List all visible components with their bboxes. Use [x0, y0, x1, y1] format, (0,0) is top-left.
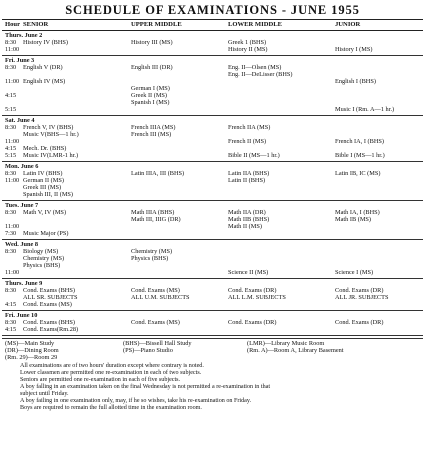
senior-cell: Music IV(LMR-1 hr.)	[23, 152, 79, 159]
schedule-row	[2, 131, 423, 138]
upper-middle-cell: Latin IIIA, III (BHS)	[131, 170, 185, 177]
legend-entry: (BHS)—Bissell Hall Study	[123, 340, 192, 347]
time-cell: 11:00	[5, 138, 20, 145]
upper-middle-cell: Chemistry (MS)	[131, 248, 173, 255]
junior-cell: Math IA, I (BHS)	[335, 209, 380, 216]
lower-middle-cell: Math II (MS)	[228, 223, 262, 230]
senior-cell: Cond. Exams (MS)	[23, 301, 72, 308]
schedule-row	[2, 262, 423, 269]
lower-middle-cell: Science II (MS)	[228, 269, 269, 276]
schedule-row	[2, 64, 423, 71]
note-line: Lower classmen are permitted one re-examination in each of two subjects.	[20, 370, 202, 376]
time-cell: 4:15	[5, 301, 17, 308]
senior-cell: Chemistry (MS)	[23, 255, 65, 262]
day-heading: Mon. June 6	[5, 163, 39, 170]
lower-middle-cell: Bible II (MS—1 hr.)	[228, 152, 280, 159]
header-hour: Hour	[5, 21, 21, 28]
time-cell: 8:30	[5, 64, 17, 71]
day-heading: Wed. June 8	[5, 241, 39, 248]
note-line: Boys are required to remain the full allotted time in the examination room.	[20, 405, 202, 411]
junior-cell: Cond. Exams (DR)	[335, 319, 384, 326]
senior-cell: Cond. Exams (BHS)	[23, 319, 75, 326]
schedule-row	[2, 71, 423, 78]
schedule-row	[2, 138, 423, 145]
lower-middle-cell: Cond. Exams (DR)	[228, 287, 277, 294]
lower-middle-cell: French II (MS)	[228, 138, 267, 145]
senior-cell: Physics (BHS)	[23, 262, 61, 269]
senior-cell: English IV (MS)	[23, 78, 66, 85]
upper-middle-cell: History III (MS)	[131, 39, 173, 46]
junior-cell: Bible I (MS—1 hr.)	[335, 152, 385, 159]
legend-entry: (PS)—Piano Studio	[123, 347, 173, 354]
schedule-row	[2, 145, 423, 152]
lower-middle-cell: Math IIB (BHS)	[228, 216, 270, 223]
junior-cell: Latin IB, IC (MS)	[335, 170, 381, 177]
senior-cell: Music V(BHS—1 hr.)	[23, 131, 79, 138]
senior-cell: History IV (BHS)	[23, 39, 69, 46]
upper-middle-cell: Spanish I (MS)	[131, 99, 170, 106]
time-cell: 11:00	[5, 269, 20, 276]
room-legend	[2, 338, 423, 361]
header-lower-middle: LOWER MIDDLE	[228, 21, 283, 28]
senior-cell: Latin IV (BHS)	[23, 170, 63, 177]
junior-cell: Math IB (MS)	[335, 216, 372, 223]
legend-entry: (LMR)—Library Music Room	[247, 340, 325, 347]
note-line: All examinations are of two hours' duration except where contrary is noted.	[20, 363, 204, 369]
junior-cell: History I (MS)	[335, 46, 373, 53]
senior-cell: Cond. Exams(Rm.28)	[23, 326, 79, 333]
time-cell: 4:15	[5, 145, 17, 152]
upper-middle-cell: Math IIIA (BHS)	[131, 209, 175, 216]
legend-row	[2, 347, 423, 354]
header-junior: JUNIOR	[335, 21, 361, 28]
schedule-row	[2, 99, 423, 106]
lower-middle-cell: French IIA (MS)	[228, 124, 271, 131]
upper-middle-cell: French IIIA (MS)	[131, 124, 176, 131]
time-cell: 7:30	[5, 230, 17, 237]
page-title: SCHEDULE OF EXAMINATIONS - JUNE 1955	[65, 3, 360, 17]
time-cell: 11:00	[5, 177, 20, 184]
senior-cell: Math V, IV (MS)	[23, 209, 67, 216]
time-cell: 4:15	[5, 326, 17, 333]
upper-middle-cell: ALL U.M. SUBJECTS	[131, 294, 190, 301]
legend-entry: (Rm. A)—Room A, Library Basement	[247, 347, 344, 354]
header-senior: SENIOR	[23, 21, 49, 28]
note-line: A boy falling in an examination taken on the final Wednesday is not permitted a re-examination in that	[20, 384, 271, 390]
lower-middle-cell: Latin IIA (BHS)	[228, 170, 270, 177]
time-cell: 8:30	[5, 39, 17, 46]
senior-cell: English V (DR)	[23, 64, 63, 71]
time-cell: 11:00	[5, 46, 20, 53]
day-divider	[2, 159, 423, 162]
schedule-row	[2, 106, 423, 113]
notes	[2, 363, 423, 412]
lower-middle-cell: Math IIA (DR)	[228, 209, 266, 216]
senior-cell: Mech. Dr. (BHS)	[23, 145, 67, 152]
day-divider	[2, 198, 423, 201]
schedule-row	[2, 152, 423, 159]
time-cell: 8:30	[5, 287, 17, 294]
schedule-row	[2, 177, 423, 184]
day-heading: Sat. June 4	[5, 117, 35, 124]
schedule-row	[2, 170, 423, 177]
time-cell: 8:30	[5, 209, 17, 216]
senior-cell: Spanish III, II (MS)	[23, 191, 74, 198]
upper-middle-cell: German I (MS)	[131, 85, 170, 92]
senior-cell: ALL SR. SUBJECTS	[23, 294, 78, 301]
lower-middle-cell: History II (MS)	[228, 46, 268, 53]
upper-middle-cell: Math III, IIIG (DR)	[131, 216, 181, 223]
schedule-row	[2, 230, 423, 237]
lower-middle-cell: Eng. II—DeLisser (BHS)	[228, 71, 293, 78]
upper-middle-cell: French III (MS)	[131, 131, 172, 138]
senior-cell: Greek III (MS)	[23, 184, 62, 191]
schedule-row	[2, 46, 423, 53]
lower-middle-cell: Greek 1 (BHS)	[228, 39, 267, 46]
column-headers	[2, 19, 423, 31]
upper-middle-cell: English III (DR)	[131, 64, 173, 71]
time-cell: 4:15	[5, 92, 17, 99]
senior-cell: French V, IV (BHS)	[23, 124, 74, 131]
junior-cell: ALL JR. SUBJECTS	[335, 294, 389, 301]
schedule-row	[2, 269, 423, 276]
day-heading: Thurs. June 9	[5, 280, 43, 287]
lower-middle-cell: Latin II (BHS)	[228, 177, 266, 184]
schedule-row	[2, 39, 423, 46]
schedule-row	[2, 287, 423, 294]
schedule-row	[2, 209, 423, 216]
lower-middle-cell: Eng. II—Olsen (MS)	[228, 64, 282, 71]
day-divider	[2, 276, 423, 279]
note-line: Seniors are permitted one re-examination in each of five subjects.	[20, 377, 181, 383]
schedule-row	[2, 184, 423, 191]
legend-entry: (Rm. 29)—Room 29	[5, 354, 58, 361]
schedule-row	[2, 294, 423, 301]
legend-entry: (MS)—Main Study	[5, 340, 55, 347]
schedule-row	[2, 326, 423, 333]
schedule-row	[2, 255, 423, 262]
junior-cell: Cond. Exams (DR)	[335, 287, 384, 294]
senior-cell: Biology (MS)	[23, 248, 59, 255]
schedule-row	[2, 248, 423, 255]
senior-cell: Music Major (PS)	[23, 230, 69, 237]
schedule-row	[2, 124, 423, 131]
legend-entry: (DR)—Dining Room	[5, 347, 59, 354]
day-heading: Tues. June 7	[5, 202, 39, 209]
legend-row	[2, 354, 423, 361]
day-heading: Thurs. June 2	[5, 32, 43, 39]
day-divider	[2, 237, 423, 240]
schedule-row	[2, 301, 423, 308]
schedule-row	[2, 191, 423, 198]
note-line: A boy failing in one examination only, may, if he so wishes, take his re-examination on Friday.	[20, 398, 252, 404]
day-heading: Fri. June 10	[5, 312, 38, 319]
time-cell: 11:00	[5, 223, 20, 230]
schedule-row	[2, 92, 423, 99]
day-divider	[2, 53, 423, 56]
junior-cell: French IA, I (BHS)	[335, 138, 384, 145]
junior-cell: Music I (Rm. A—1 hr.)	[335, 106, 395, 113]
schedule-row	[2, 319, 423, 326]
upper-middle-cell: Cond. Exams (MS)	[131, 287, 180, 294]
time-cell: 8:30	[5, 248, 17, 255]
day-divider	[2, 333, 423, 336]
legend-row	[2, 340, 423, 347]
time-cell: 5:15	[5, 152, 17, 159]
time-cell: 8:30	[5, 319, 17, 326]
time-cell: 8:30	[5, 170, 17, 177]
lower-middle-cell: ALL L.M. SUBJECTS	[228, 294, 286, 301]
upper-middle-cell: Cond. Exams (MS)	[131, 319, 180, 326]
schedule-row	[2, 223, 423, 230]
time-cell: 5:15	[5, 106, 17, 113]
schedule-table	[2, 19, 423, 412]
senior-cell: Cond. Exams (BHS)	[23, 287, 75, 294]
lower-middle-cell: Cond. Exams (DR)	[228, 319, 277, 326]
day-divider	[2, 308, 423, 311]
time-cell: 8:30	[5, 124, 17, 131]
senior-cell: German II (MS)	[23, 177, 64, 184]
header-upper-middle: UPPER MIDDLE	[131, 21, 182, 28]
note-line: subject until Friday.	[20, 391, 69, 397]
schedule-row	[2, 78, 423, 85]
schedule-row	[2, 85, 423, 92]
schedule-row	[2, 216, 423, 223]
junior-cell: Science I (MS)	[335, 269, 374, 276]
time-cell: 11:00	[5, 78, 20, 85]
upper-middle-cell: Physics (BHS)	[131, 255, 169, 262]
upper-middle-cell: Greek II (MS)	[131, 92, 168, 99]
junior-cell: English I (BHS)	[335, 78, 376, 85]
day-divider	[2, 113, 423, 116]
day-heading: Fri. June 3	[5, 57, 35, 64]
